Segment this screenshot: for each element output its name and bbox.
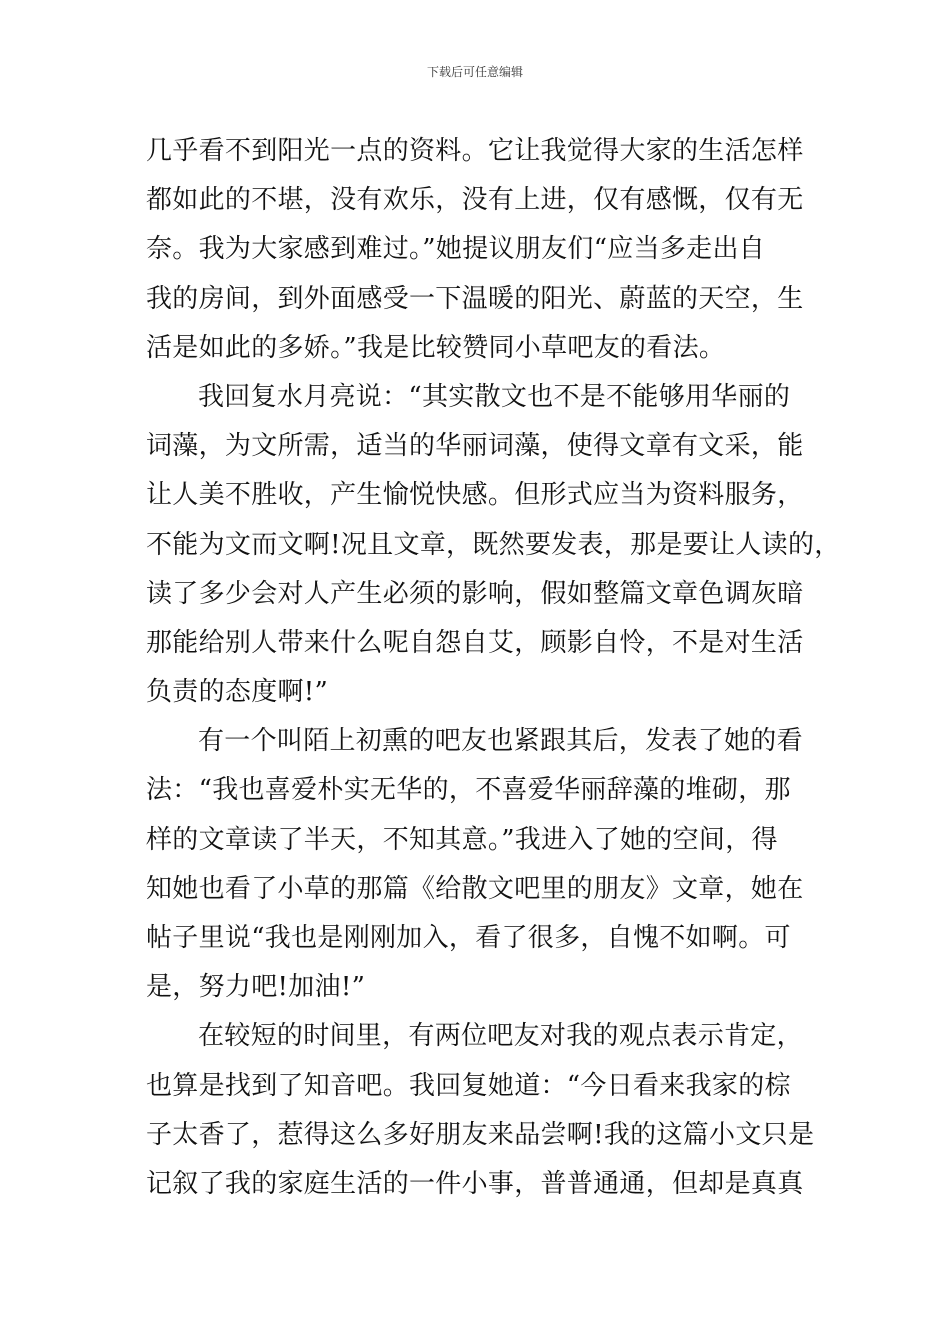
text-line: 那能给别人带来什么呢自怨自艾，顾影自怜，不是对生活 xyxy=(146,627,804,658)
text-line: 不能为文而文啊!况且文章，既然要发表，那是要让人读的， xyxy=(146,529,841,560)
text-line: 子太香了，惹得这么多好朋友来品尝啊!我的这篇小文只是 xyxy=(146,1119,815,1150)
paragraph xyxy=(146,373,841,717)
text-line: 也算是找到了知音吧。我回复她道：“今日看来我家的棕 xyxy=(146,1070,791,1101)
text-line: 是，努力吧!加油!” xyxy=(146,972,366,1003)
text-line: 知她也看了小草的那篇《给散文吧里的朋友》文章，她在 xyxy=(146,873,804,904)
text-line: 负责的态度啊!” xyxy=(146,677,329,708)
text-line: 法：“我也喜爱朴实无华的，不喜爱华丽辞藻的堆砌，那 xyxy=(146,775,791,806)
text-line: 词藻，为文所需，适当的华丽词藻，使得文章有文采，能 xyxy=(146,431,804,462)
text-line: 我的房间，到外面感受一下温暖的阳光、蔚蓝的天空，生 xyxy=(146,283,804,314)
document-body xyxy=(146,127,841,1209)
paragraph xyxy=(146,1012,816,1209)
text-line: 几乎看不到阳光一点的资料。它让我觉得大家的生活怎样 xyxy=(146,136,804,166)
text-line: 我回复水月亮说：“其实散文也不是不能够用华丽的 xyxy=(198,381,791,412)
page-header: 下载后可任意编辑 xyxy=(426,65,523,79)
text-line: 活是如此的多娇。”我是比较赞同小草吧友的看法。 xyxy=(146,332,726,363)
text-line: 有一个叫陌上初熏的吧友也紧跟其后，发表了她的看 xyxy=(198,726,803,757)
paragraph xyxy=(146,717,816,1012)
text-line: 读了多少会对人产生必须的影响，假如整篇文章色调灰暗 xyxy=(146,578,804,609)
paragraph xyxy=(146,127,816,373)
text-line: 奈。我为大家感到难过。”她提议朋友们“应当多走出自 xyxy=(146,234,766,265)
text-line: 样的文章读了半天，不知其意。”我进入了她的空间，得 xyxy=(146,824,778,855)
text-line: 记叙了我的家庭生活的一件小事，普普通通，但却是真真 xyxy=(146,1168,804,1199)
text-line: 帖子里说“我也是刚刚加入，看了很多，自愧不如啊。可 xyxy=(146,923,791,953)
text-line: 在较短的时间里，有两位吧友对我的观点表示肯定， xyxy=(198,1021,803,1052)
text-line: 让人美不胜收，产生愉悦快感。但形式应当为资料服务， xyxy=(146,480,804,511)
text-line: 都如此的不堪，没有欢乐，没有上进，仅有感慨，仅有无 xyxy=(146,185,804,216)
